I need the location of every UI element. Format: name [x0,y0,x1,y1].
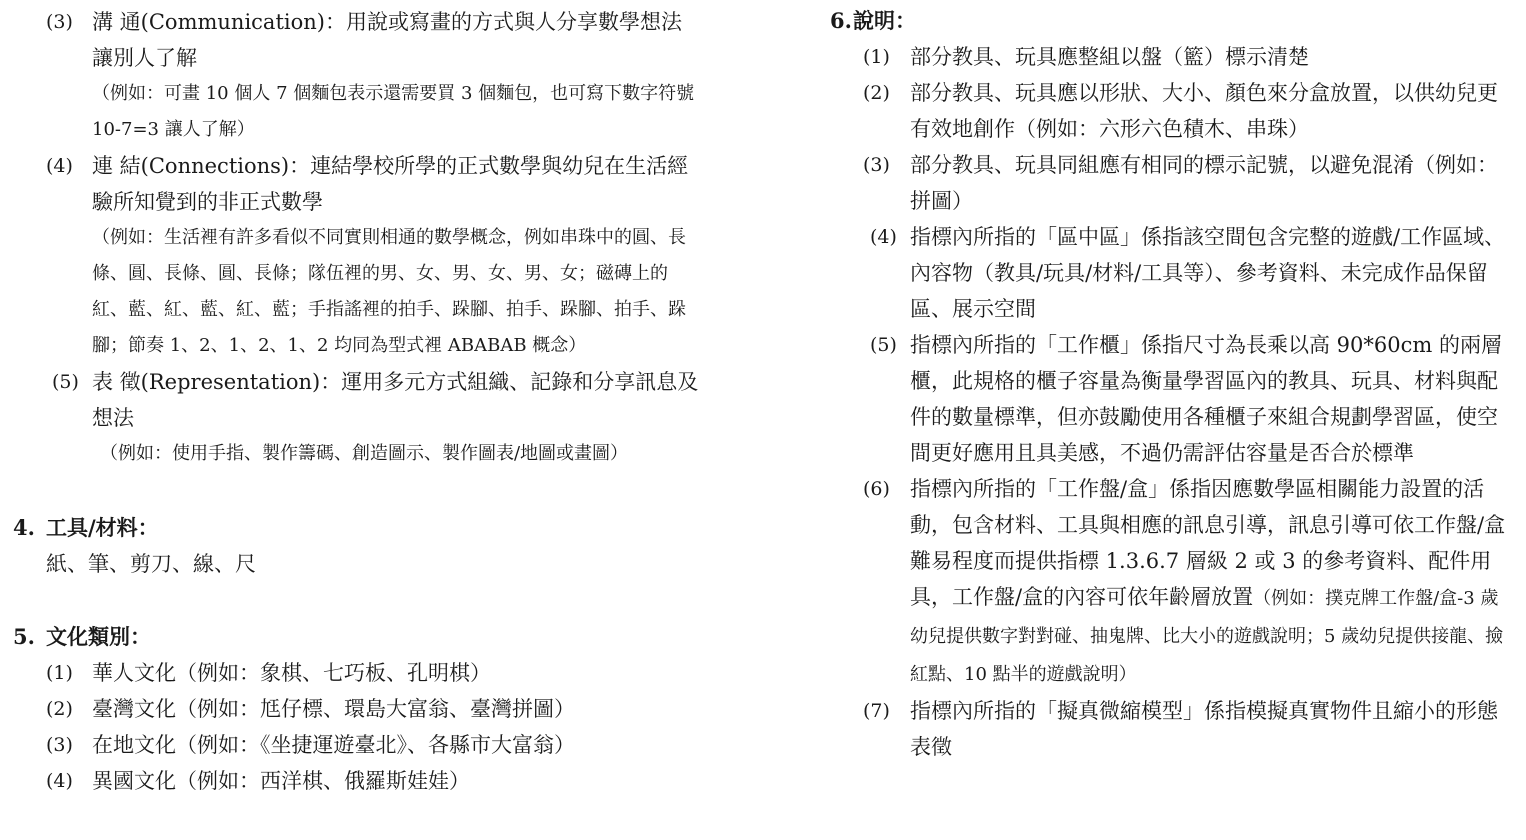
item-text: 部分教具、玩具應以形狀、大小、顏色來分盒放置，以供幼兒更有效地創作（例如：六形六色積木、串珠） [910,81,1498,141]
item-number: (4) [46,770,73,792]
item-text: 華人文化（例如：象棋、七巧板、孔明棋） [92,661,491,685]
section-body: 紙、筆、剪刀、線、尺 [46,552,256,576]
section-title: 文化類別： [46,624,151,649]
section-heading [0,510,700,546]
list-item [820,693,1510,765]
item-text: 指標內所指的「工作櫃」係指尺寸為長乘以高 90*60cm 的兩層櫃，此規格的櫃子容量為衡量學習區內的教具、玩具、材料與配件的數量標準，但亦鼓勵使用各種櫃子來組合規劃學習區，使空間更好應用且具美感，不過仍需評估容量是否合於標準 [910,333,1502,465]
list-item [0,691,700,727]
item-text: 連 結(Connections)：連結學校所學的正式數學與幼兒在生活經驗所知覺到的非正式數學 [92,154,689,214]
item-number: (3) [863,154,890,176]
item-number: (5) [870,334,897,356]
list-item [0,655,700,691]
list-item [820,327,1510,471]
item-text: 指標內所指的「擬真微縮模型」係指模擬真實物件且縮小的形態表徵 [910,699,1498,759]
item-number: (3) [46,734,73,756]
list-item [0,148,700,220]
item-number: (1) [46,662,73,684]
item-number: (6) [863,478,890,500]
section-title: 說明： [853,8,916,33]
section-number: 5. [13,624,35,649]
item-text: 臺灣文化（例如：尪仔標、環島大富翁、臺灣拼圖） [92,697,575,721]
item-text: 在地文化（例如：《坐捷運遊臺北》、各縣市大富翁） [92,733,575,757]
item-number: (2) [46,698,73,720]
item-number: (5) [52,371,79,393]
section-heading [820,3,1510,39]
item-example: （例如：生活裡有許多看似不同實則相通的數學概念，例如串珠中的圓、長條、圓、長條、圓、長條；隊伍裡的男、女、男、女、男、女；磁磚上的紅、藍、紅、藍、紅、藍；手指謠裡的拍手、跺腳、拍手、跺腳、拍手、跺腳；節奏 1、2、1、2、1、2 均同為型式裡 ABABAB 概念） [92,227,686,356]
item-example: （例如：可畫 10 個人 7 個麵包表示還需要買 3 個麵包，也可寫下數字符號 10-7=3 讓人了解） [92,83,695,140]
right-column [820,0,1510,765]
item-text: 部分教具、玩具應整組以盤（籃）標示清楚 [910,45,1309,69]
item-example: （例如：撲克牌工作盤/盒-3 歲幼兒提供數字對對碰、抽鬼牌、比大小的遊戲說明；5 歲幼兒提供接龍、撿紅點、10 點半的遊戲說明） [910,588,1504,685]
list-item [820,147,1510,219]
left-column [0,0,700,799]
item-text: 指標內所指的「工作盤/盒」係指因應數學區相關能力設置的活動，包含材料、工具與相應的訊息引導，訊息引導可依工作盤/盒難易程度而提供指標 1.3.6.7 層級 2 或 3 的參考資料、配件用具，工作盤/盒的內容可依年齡層放置 [910,477,1506,609]
item-text: 異國文化（例如：西洋棋、俄羅斯娃娃） [92,769,470,793]
item-number: (7) [863,700,890,722]
list-item [820,219,1510,327]
list-item [820,39,1510,75]
list-item [820,75,1510,147]
item-number: (4) [870,226,897,248]
item-text: 表 徵(Representation)：運用多元方式組織、記錄和分享訊息及想法 [92,370,699,430]
list-item [0,4,700,76]
item-text: 部分教具、玩具同組應有相同的標示記號，以避免混淆（例如：拼圖） [910,153,1498,213]
list-item [0,727,700,763]
item-number: (4) [46,155,73,177]
list-item [0,364,700,436]
item-number: (3) [46,11,73,33]
section-number: 4. [13,515,35,540]
section-number: 6. [830,8,852,33]
item-text-wrapper [910,471,1510,693]
list-item [0,763,700,799]
item-number: (1) [863,46,890,68]
list-item [820,471,1510,693]
section-title: 工具/材料： [46,515,159,540]
item-number: (2) [863,82,890,104]
section-heading [0,619,700,655]
item-text: 溝 通(Communication)：用說或寫畫的方式與人分享數學想法讓別人了解 [92,10,682,70]
item-text: 指標內所指的「區中區」係指該空間包含完整的遊戲/工作區域、內容物（教具/玩具/材料/工具等）、參考資料、未完成作品保留區、展示空間 [910,225,1506,321]
item-example: （例如：使用手指、製作籌碼、創造圖示、製作圖表/地圖或畫圖） [100,443,629,464]
